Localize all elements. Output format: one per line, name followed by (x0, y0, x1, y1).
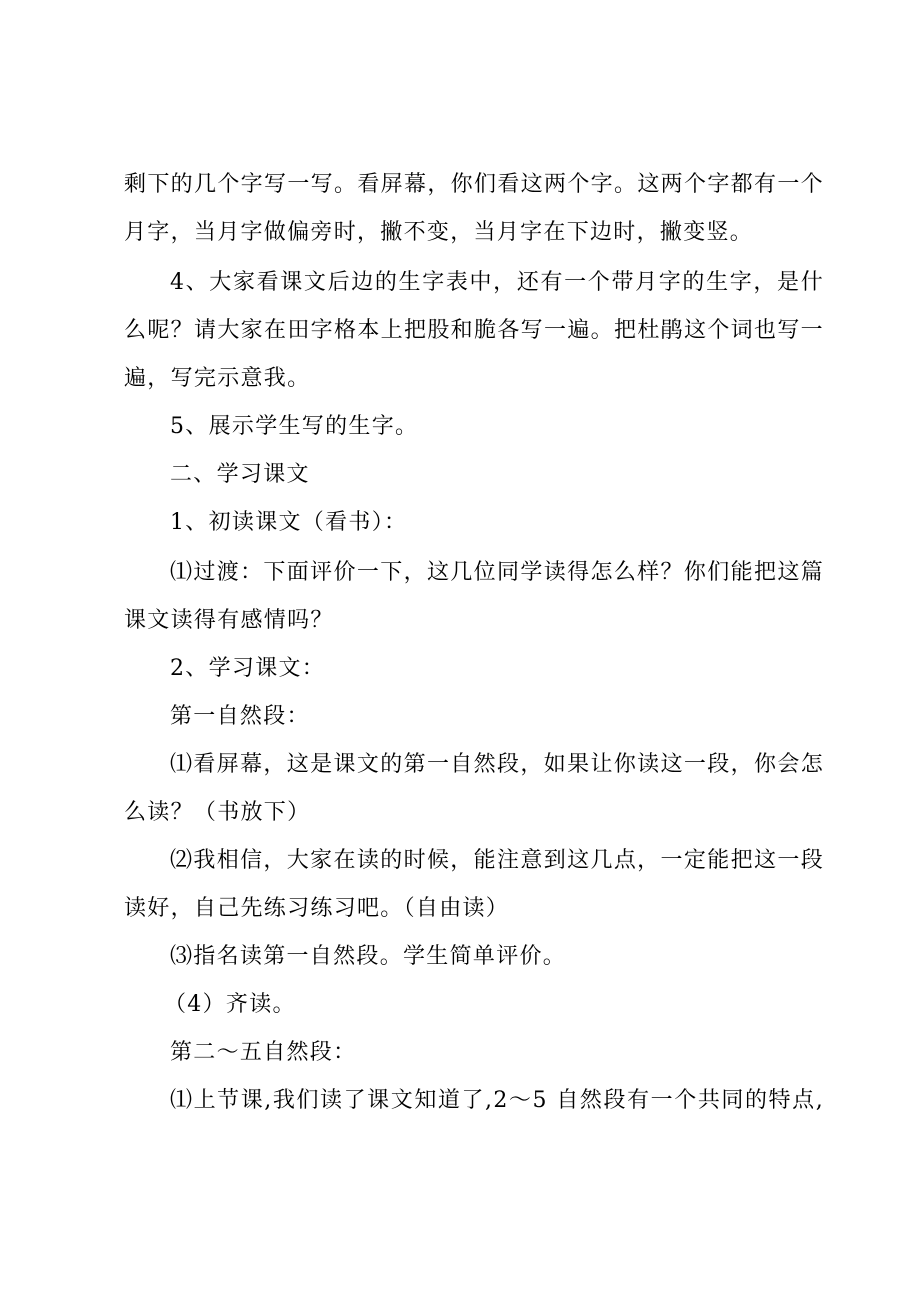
paragraph-line: 遍，写完示意我。 (124, 366, 311, 391)
paragraph-line: ⑶指名读第一自然段。学生简单评价。 (170, 944, 567, 969)
paragraph-line: ⑴过渡：下面评价一下，这几位同学读得怎么样？你们能把这篇 (170, 560, 824, 585)
paragraph-line: 么呢？请大家在田字格本上把股和脆各写一遍。把杜鹃这个词也写一 (124, 318, 824, 343)
paragraph-line: 1、初读课文（看书）： (170, 510, 408, 535)
paragraph-line: 5、展示学生写的生字。 (170, 414, 419, 439)
paragraph-line: 读好，自己先练习练习吧。（自由读） (124, 896, 510, 921)
paragraph-line: 剩下的几个字写一写。看屏幕，你们看这两个字。这两个字都有一个 (124, 172, 824, 197)
paragraph-line: ⑴上节课,我们读了课文知道了,2～5 自然段有一个共同的特点, (170, 1088, 824, 1113)
subsection-heading: 第一自然段： (170, 704, 310, 729)
paragraph-line: 2、学习课文： (170, 656, 326, 681)
paragraph-line: 么读？（书放下） (124, 800, 311, 825)
subsection-heading: 第二～五自然段： (170, 1040, 357, 1065)
paragraph-line: ⑵我相信，大家在读的时候，能注意到这几点，一定能把这一段 (170, 848, 824, 873)
paragraph-line: ⑴看屏幕，这是课文的第一自然段，如果让你读这一段，你会怎 (170, 752, 824, 777)
paragraph-line: （4）齐读。 (164, 992, 296, 1017)
section-heading: 二、学习课文 (170, 462, 310, 487)
paragraph-line: 4、大家看课文后边的生字表中，还有一个带月字的生字，是什 (170, 270, 824, 295)
paragraph-line: 课文读得有感情吗？ (124, 608, 334, 633)
paragraph-line: 月字，当月字做偏旁时，撇不变，当月字在下边时，撇变竖。 (124, 220, 754, 245)
